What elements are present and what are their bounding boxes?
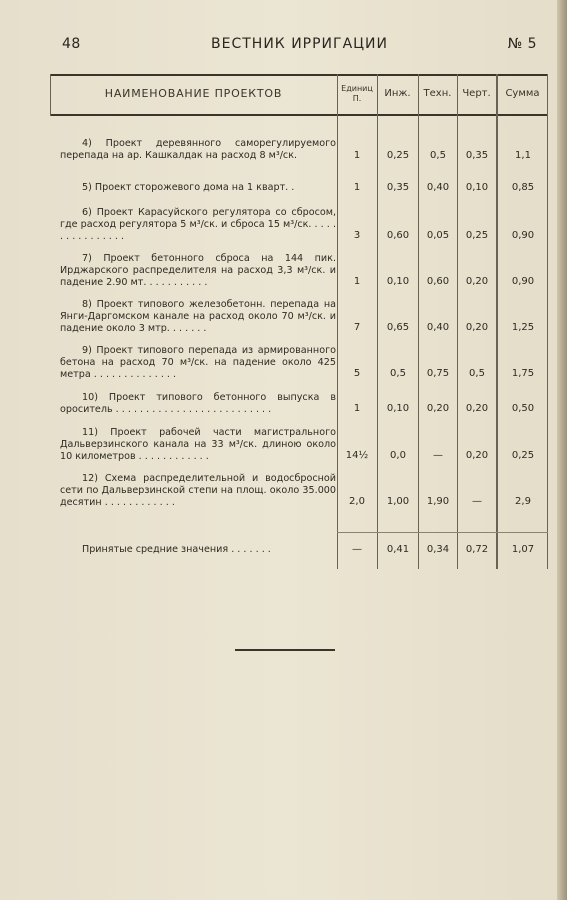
row-tech: 0,05 (426, 230, 450, 241)
row-tech: 0,75 (426, 368, 450, 379)
row-sum: 0,90 (511, 230, 535, 241)
summary-tech: 0,34 (426, 544, 450, 555)
row-description: 6) Проект Карасуйского регулятора со сбросом, где расход регулятора 5 м³/ск. и сброса 15 м³/ск. . . . . . . . . . . . . . . . (60, 207, 336, 242)
row-description: 5) Проект сторожевого дома на 1 кварт. . (82, 182, 295, 193)
row-tech: 0,40 (426, 322, 450, 333)
row-description: 10) Проект типового бетонного выпуска в ороситель . . . . . . . . . . . . . . . . . . . . . . . . . . (60, 392, 336, 415)
row-sum: 0,25 (511, 450, 535, 461)
page-edge (557, 0, 567, 900)
row-tech: 0,20 (426, 403, 450, 414)
row-sum: 1,75 (511, 368, 535, 379)
row-inzh: 0,35 (386, 182, 410, 193)
row-tech: 0,5 (430, 150, 446, 161)
row-sum: 0,85 (511, 182, 535, 193)
summary-inzh: 0,41 (386, 544, 410, 555)
summary-label: Принятые средние значения . . . . . . . (82, 544, 271, 555)
row-units: 1 (353, 150, 361, 161)
row-units: 1 (353, 276, 361, 287)
row-inzh: 1,00 (386, 496, 410, 507)
row-chert: 0,20 (465, 450, 489, 461)
row-description: 8) Проект типового железобетонн. перепада на Янги-Даргомском канале на расход около 70 м³/ск. и падение около 3 мтр. . . . . . . (60, 299, 336, 334)
page-number: 48 (62, 36, 81, 52)
summary-rule (337, 532, 548, 533)
row-sum: 0,50 (511, 403, 535, 414)
row-inzh: 0,60 (386, 230, 410, 241)
summary-chert: 0,72 (465, 544, 489, 555)
row-tech: 1,90 (426, 496, 450, 507)
row-description: 11) Проект рабочей части магистрального Дальверзинского канала на 33 м³/ск. длиною около 10 километров . . . . . . . . . . . . (60, 427, 336, 462)
row-chert: 0,20 (465, 403, 489, 414)
row-sum: 0,90 (511, 276, 535, 287)
row-description: 9) Проект типового перепада из армированного бетона на расход 70 м³/ск. на падение около 425 метра . . . . . . . . . . . . . . (60, 345, 336, 380)
col-header-tech: Техн. (423, 88, 452, 99)
col-header-chert: Черт. (462, 88, 491, 99)
col-header-name: НАИМЕНОВАНИЕ ПРОЕКТОВ (104, 87, 283, 100)
row-description: 4) Проект деревянного саморегулируемого перепада на ар. Кашкалдак на расход 8 м³/ск. (60, 138, 336, 161)
row-chert: 0,20 (465, 276, 489, 287)
row-units: 1 (353, 403, 361, 414)
row-units: 14½ (345, 450, 369, 461)
row-inzh: 0,25 (386, 150, 410, 161)
row-inzh: 0,5 (390, 368, 406, 379)
row-tech: — (433, 450, 443, 461)
col-header-sum: Сумма (505, 88, 540, 99)
col-header-units-line2: П. (352, 94, 362, 103)
row-sum: 2,9 (515, 496, 531, 507)
row-inzh: 0,10 (386, 276, 410, 287)
row-sum: 1,1 (515, 150, 531, 161)
row-inzh: 0,0 (390, 450, 406, 461)
issue-number: № 5 (507, 36, 537, 52)
row-units: 1 (353, 182, 361, 193)
summary-units: — (352, 544, 362, 555)
row-units: 3 (353, 230, 361, 241)
row-inzh: 0,65 (386, 322, 410, 333)
row-description: 12) Схема распределительной и водосбросной сети по Дальверзинской степи на площ. около 35.000 десятин . . . . . . . . . . . . (60, 473, 336, 508)
row-chert: 0,5 (469, 368, 485, 379)
row-chert: 0,25 (465, 230, 489, 241)
col-header-units (337, 74, 377, 114)
row-description: 7) Проект бетонного сброса на 144 пик. Ирджарского распределителя на расход 3,3 м³/ск. и падение 2.90 мт. . . . . . . . . . . (60, 253, 336, 288)
row-units: 7 (353, 322, 361, 333)
row-chert: — (472, 496, 482, 507)
row-sum: 1,25 (511, 322, 535, 333)
col-header-inzh: Инж. (384, 88, 411, 99)
row-tech: 0,60 (426, 276, 450, 287)
row-chert: 0,10 (465, 182, 489, 193)
summary-sum: 1,07 (511, 544, 535, 555)
row-units: 5 (353, 368, 361, 379)
row-inzh: 0,10 (386, 403, 410, 414)
row-chert: 0,35 (465, 150, 489, 161)
table-header-rule (50, 114, 548, 116)
journal-title: ВЕСТНИК ИРРИГАЦИИ (211, 36, 388, 52)
col-header-units-line1: Единиц (341, 84, 373, 93)
row-chert: 0,20 (465, 322, 489, 333)
projects-table (50, 74, 548, 569)
closing-rule (235, 649, 335, 651)
row-tech: 0,40 (426, 182, 450, 193)
row-units: 2,0 (349, 496, 365, 507)
page-header (62, 36, 537, 56)
